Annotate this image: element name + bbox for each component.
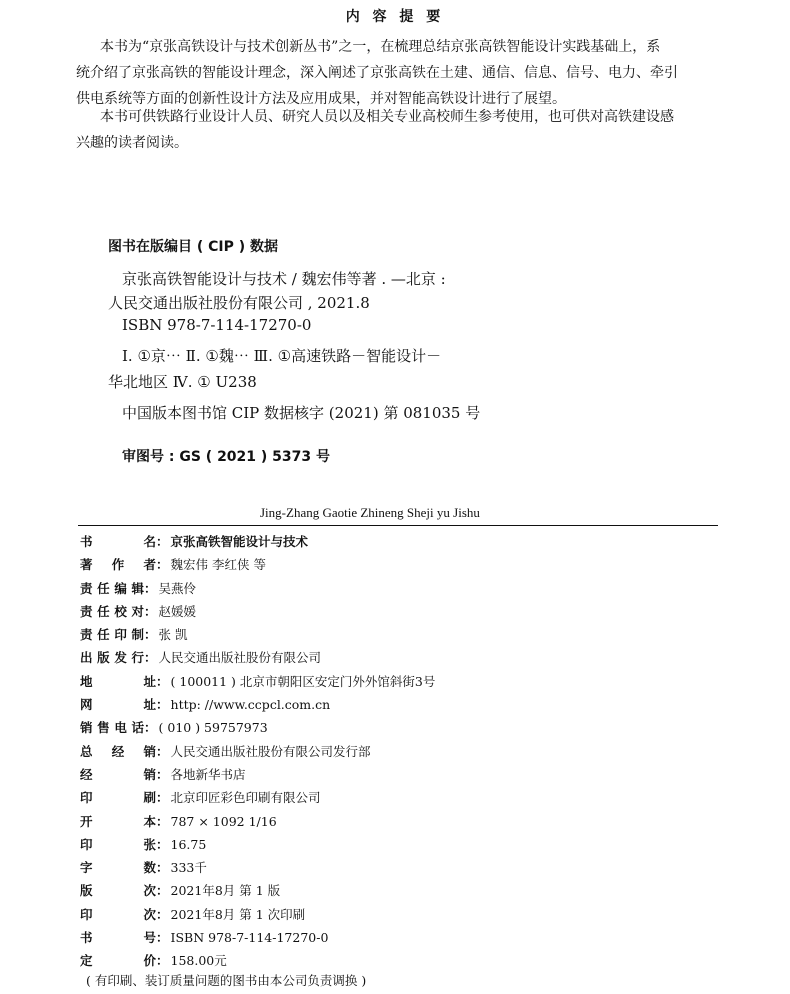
info-row (80, 740, 720, 763)
info-label: 经 销 (80, 766, 156, 782)
info-row (80, 600, 720, 623)
summary-para2-line2: 兴趣的读者阅读。 (76, 135, 188, 151)
summary-para1-line3: 供电系统等方面的创新性设计方法及应用成果，并对智能高铁设计进行了展望。 (76, 91, 566, 107)
divider-rule (78, 525, 718, 526)
publication-info (80, 530, 720, 973)
info-label: 销 售 电 话 (80, 720, 144, 736)
info-label: 责 任 印 制 (80, 627, 144, 643)
info-value: 魏宏伟 李红侠 等 (170, 557, 266, 573)
info-row (80, 786, 720, 809)
info-label: 书 号 (80, 930, 156, 946)
info-label: 网 址 (80, 697, 156, 713)
info-colon: ： (156, 766, 169, 782)
info-label: 印 刷 (80, 790, 156, 806)
info-colon: ： (156, 790, 169, 806)
review-number: 审图号 : GS ( 2021 ) 5373 号 (122, 449, 331, 465)
summary-para1-line2: 统介绍了京张高铁的智能设计理念，深入阐述了京张高铁在土建、通信、信息、信号、电力、牵引 (76, 65, 678, 81)
info-row (80, 810, 720, 833)
info-value: 京张高铁智能设计与技术 (170, 534, 309, 549)
info-label: 开 本 (80, 813, 156, 829)
cip-line-3: ISBN 978-7-114-17270-0 (122, 316, 312, 334)
info-value: 16.75 (170, 836, 207, 852)
info-label: 出 版 发 行 (80, 650, 144, 666)
info-value: 各地新华书店 (170, 766, 246, 782)
info-value: 人民交通出版社股份有限公司 (158, 650, 322, 666)
info-row (80, 856, 720, 879)
info-value: http: //www.ccpcl.com.cn (170, 697, 331, 713)
info-colon: ： (144, 650, 157, 666)
info-colon: ： (156, 930, 169, 946)
info-colon: ： (144, 580, 157, 596)
info-label: 字 数 (80, 860, 156, 876)
summary-para1-line1: 本书为“京张高铁设计与技术创新丛书”之一，在梳理总结京张高铁智能设计实践基础上，系 (100, 39, 661, 55)
info-value: 2021年8月 第 1 次印刷 (170, 906, 306, 922)
info-row (80, 949, 720, 972)
cip-heading: 图书在版编目 ( CIP ) 数据 (108, 239, 279, 255)
info-value: 赵媛媛 (158, 603, 197, 619)
info-value: 北京印匠彩色印刷有限公司 (170, 790, 321, 806)
info-label: 版 次 (80, 883, 156, 899)
info-colon: ： (156, 534, 169, 549)
info-colon: ： (156, 673, 169, 689)
info-row (80, 646, 720, 669)
info-value: ISBN 978-7-114-17270-0 (170, 930, 329, 946)
info-row (80, 716, 720, 739)
info-value: ( 100011 ) 北京市朝阳区安定门外外馆斜街3号 (170, 673, 436, 689)
info-row (80, 833, 720, 856)
info-row (80, 926, 720, 949)
info-label: 责 任 校 对 (80, 603, 144, 619)
cip-line-5: 华北地区 Ⅳ. ① U238 (108, 373, 257, 391)
info-row (80, 763, 720, 786)
info-colon: ： (156, 883, 169, 899)
info-value: 2021年8月 第 1 版 (170, 883, 281, 899)
info-label: 书 名 (80, 534, 156, 549)
info-row (80, 693, 720, 716)
cip-line-6: 中国版本图书馆 CIP 数据核字 (2021) 第 081035 号 (122, 404, 481, 422)
info-label: 印 次 (80, 906, 156, 922)
info-row (80, 577, 720, 600)
info-row (80, 903, 720, 926)
cip-line-2: 人民交通出版社股份有限公司 , 2021.8 (108, 294, 370, 312)
info-value: 人民交通出版社股份有限公司发行部 (170, 743, 371, 759)
info-label: 总 经 销 (80, 743, 156, 759)
info-colon: ： (156, 743, 169, 759)
info-colon: ： (156, 836, 169, 852)
info-value: 333千 (170, 860, 207, 876)
info-row (80, 530, 720, 553)
info-label: 地 址 (80, 673, 156, 689)
info-colon: ： (156, 906, 169, 922)
info-value: 张 凯 (158, 627, 188, 643)
info-colon: ： (144, 603, 157, 619)
info-colon: ： (144, 627, 157, 643)
info-row (80, 879, 720, 902)
info-value: 吴燕伶 (158, 580, 197, 596)
info-colon: ： (156, 813, 169, 829)
info-colon: ： (156, 697, 169, 713)
info-value: ( 010 ) 59757973 (158, 720, 268, 736)
info-colon: ： (156, 860, 169, 876)
info-label: 定 价 (80, 953, 156, 969)
info-value: 787 × 1092 1/16 (170, 813, 277, 829)
cip-line-4: Ⅰ. ①京⋯ Ⅱ. ①魏⋯ Ⅲ. ①高速铁路－智能设计－ (122, 347, 442, 365)
info-row (80, 553, 720, 576)
info-label: 责 任 编 辑 (80, 580, 144, 596)
summary-title: 内 容 提 要 (345, 9, 445, 25)
info-label: 著 作 者 (80, 557, 156, 573)
info-colon: ： (156, 557, 169, 573)
info-colon: ： (144, 720, 157, 736)
info-value: 158.00元 (170, 953, 227, 969)
quality-note: ( 有印刷、装订质量问题的图书由本公司负责调换 ) (86, 973, 367, 988)
info-colon: ： (156, 953, 169, 969)
info-row (80, 670, 720, 693)
info-row (80, 623, 720, 646)
pinyin-title: Jing-Zhang Gaotie Zhineng Sheji yu Jishu (260, 505, 480, 520)
cip-line-1: 京张高铁智能设计与技术 / 魏宏伟等著 . —北京 : (122, 270, 446, 288)
info-label: 印 张 (80, 836, 156, 852)
summary-para2-line1: 本书可供铁路行业设计人员、研究人员以及相关专业高校师生参考使用，也可供对高铁建设感 (100, 109, 674, 125)
